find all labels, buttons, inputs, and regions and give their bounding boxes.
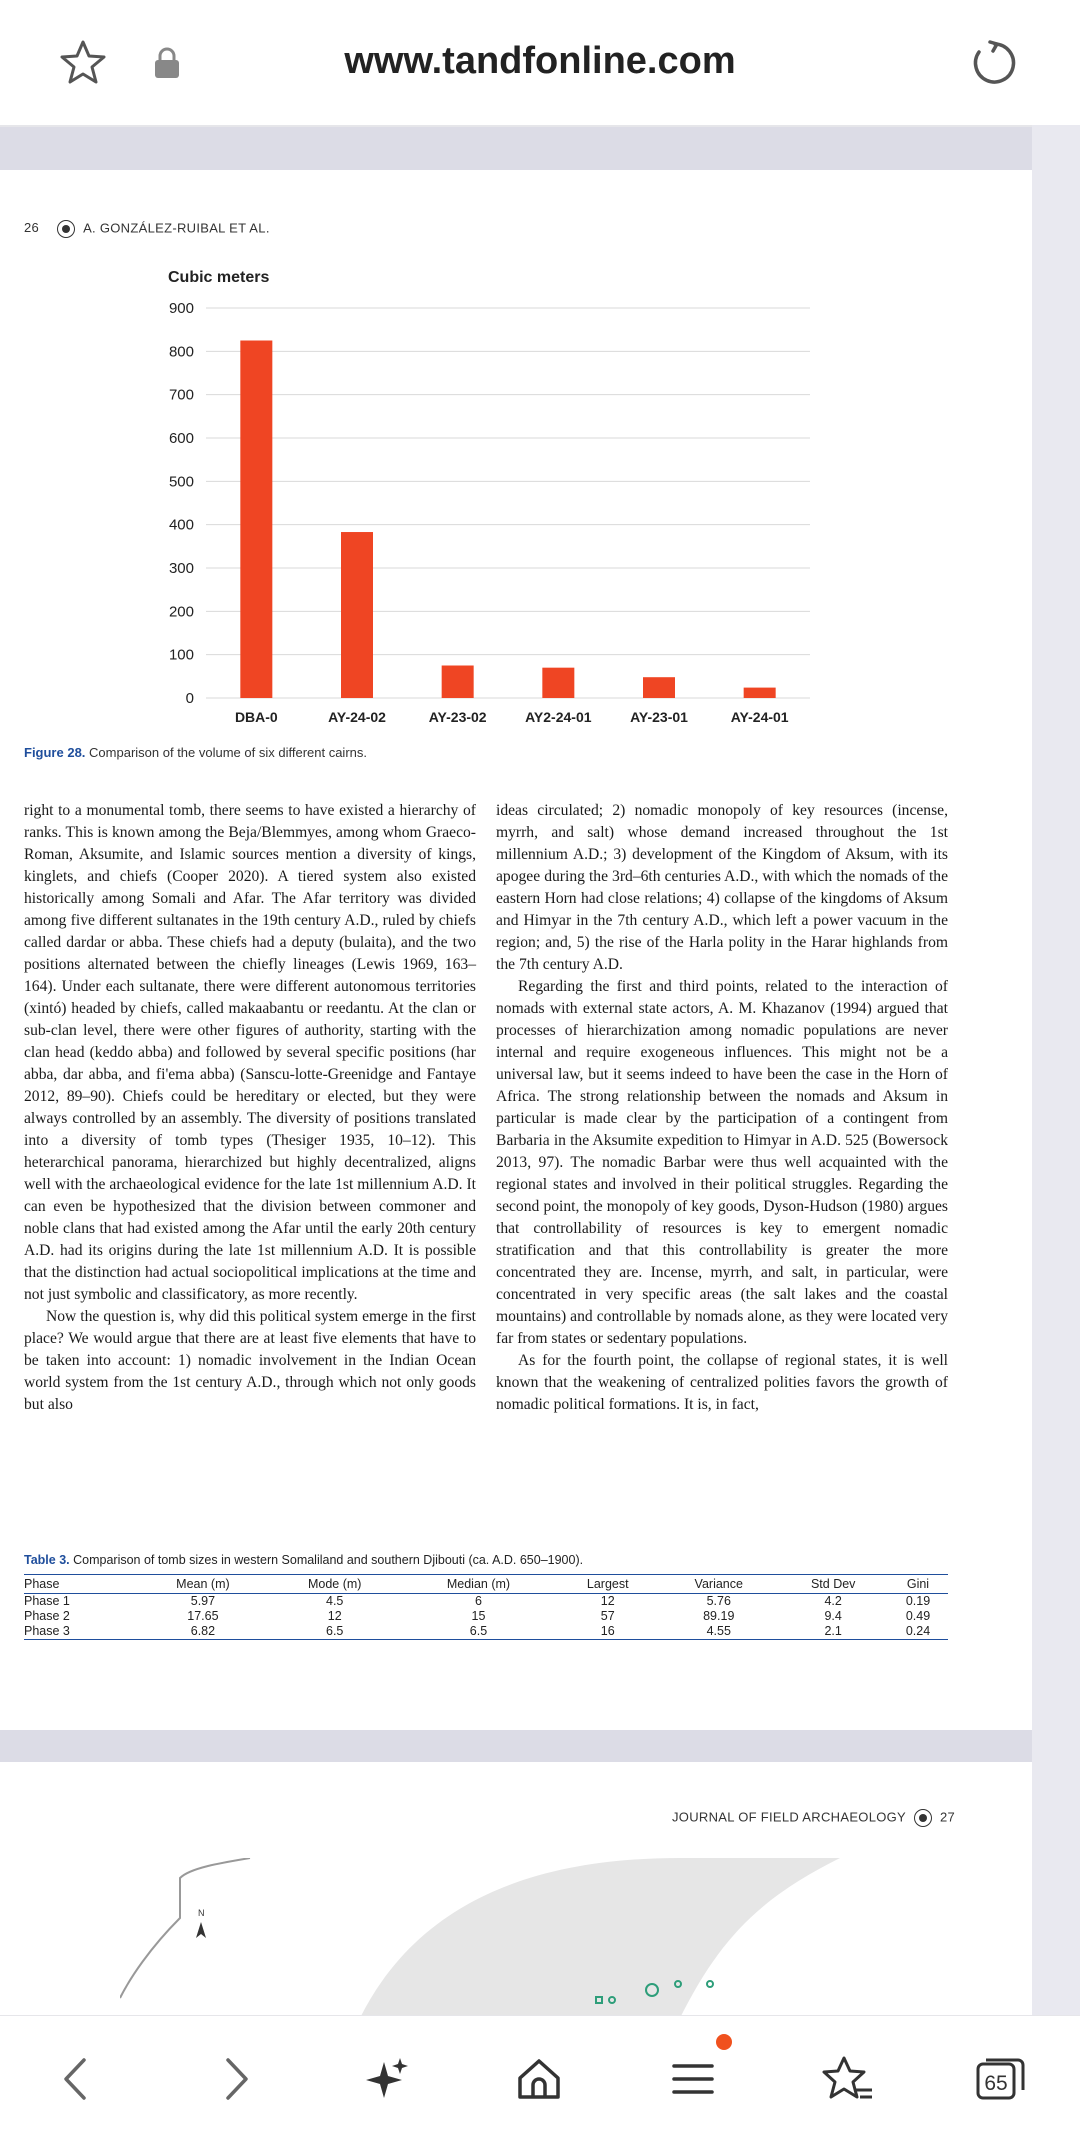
browser-bottom-bar (0, 2015, 1080, 2141)
table-cell: 16 (556, 1624, 659, 1640)
text-column-right (496, 800, 948, 1416)
table-cell: 6.5 (401, 1624, 557, 1640)
table-header: Phase (24, 1575, 137, 1594)
paragraph: As for the fourth point, the collapse of regional states, it is well known that the weakening of centralized polities favors the growth of nomadic political formations. It is, in fact, (496, 1352, 948, 1413)
map-svg (120, 1858, 880, 2018)
scrollbar[interactable] (1032, 125, 1080, 2015)
table-cell: 15 (471, 1609, 486, 1623)
reload-icon[interactable] (970, 38, 1020, 93)
tomb-size-table (24, 1574, 948, 1640)
x-tick-label: DBA-0 (234, 709, 278, 725)
table-header: Variance (659, 1575, 778, 1594)
browser-top-bar (0, 0, 1080, 127)
table-cell: 5.97 (190, 1594, 216, 1608)
chart-svg (140, 262, 840, 742)
y-tick-label: 800 (168, 343, 194, 361)
bar (542, 668, 574, 698)
running-head-journal (672, 1809, 955, 1827)
running-head-authors: A. GONZÁLEZ-RUIBAL ET AL. (83, 220, 270, 236)
table-header: Gini (888, 1575, 948, 1594)
x-tick-label: AY2-24-01 (525, 709, 592, 725)
back-icon[interactable] (56, 2054, 96, 2109)
journal-title: JOURNAL OF FIELD ARCHAEOLOGY (672, 1809, 907, 1825)
x-tick-label: AY-23-02 (428, 709, 487, 725)
table-cell: 4.5 (326, 1594, 344, 1608)
home-icon[interactable] (514, 2054, 564, 2109)
table-cell: 5.76 (706, 1594, 731, 1608)
publisher-logo-icon (914, 1809, 932, 1827)
table-cell: 4.2 (824, 1594, 842, 1608)
paragraph: right to a monumental tomb, there seems to have existed a hierarchy of ranks. This is known among the Beja/Blemmyes, among whom Graeco-Roman, Aksumite, and Islamic sources mention a diversity of kings, kinglets, and chiefs (Cooper 2020). A tiered system also existed historically among Somali and Afar. The Afar territory was divided among five different sultanates in the 19th century A.D., ruled by chiefs called dardar or abba. These chiefs had a deputy (bulaita), and the two positions alternated between the chiefly lineages (Lewis 1969, 163–164). Under each sultanate, there were different autonomous territories (xintó) headed by chiefs, called makaabantu or reedantu. At the clan or sub-clan level, there were other figures of authority, starting with the clan head (keddo abba) and followed by several specific positions (har abba, dar abba, and fi'ema abba) (Sanscu-lotte-Greenidge and Fantaye 2012, 89–90). Chiefs could be hereditary or elected, but they were always controlled by an assembly. The diversity of positions translated into a diversity of tomb types (Thesiger 1935, 10–12). This heterarchical panorama, hierarchized but highly decentralized, aligns well with the archaeological evidence for the late 1st millennium A.D. It can even be hypothesized that the division between commoner and noble clans that had existed among the Afar until the early 20th century A.D. had its origins during the late 1st millennium A.D. It is possible that the distinction had actual sociopolitical implications at the time and not just symbolic and classificatory, as more recently. (24, 802, 476, 1303)
x-tick-label: AY-24-01 (730, 709, 789, 725)
table-cell: 9.4 (824, 1609, 842, 1623)
table-cell: Phase 3 (24, 1624, 137, 1640)
notification-badge (716, 2034, 732, 2050)
y-tick-label: 600 (168, 430, 194, 447)
menu-icon[interactable] (668, 2054, 718, 2109)
page-number: 27 (940, 1809, 956, 1825)
tabs-icon[interactable] (974, 2054, 1028, 2109)
table-cell: 6.82 (137, 1624, 269, 1640)
figure-label: Figure 28. (24, 745, 86, 760)
y-tick-label: 500 (168, 473, 194, 491)
x-tick-label: AY-23-01 (630, 709, 688, 725)
bar (643, 677, 675, 698)
table-cell: 89.19 (703, 1609, 735, 1623)
table-cell: 0.24 (888, 1624, 948, 1640)
address-bar-url[interactable]: www.tandfonline.com (344, 40, 736, 82)
y-tick-label: 300 (168, 560, 194, 577)
bar (341, 532, 373, 698)
table-cell: 0.19 (905, 1594, 931, 1608)
table-header: Std Dev (778, 1575, 888, 1594)
table-cell: Phase 1 (24, 1594, 70, 1608)
y-tick-label: 200 (168, 603, 194, 621)
bar-chart (140, 262, 840, 742)
table-row (24, 1624, 948, 1640)
paragraph: Regarding the first and third points, related to the interaction of nomads with external state actors, A. M. Khazanov (1994) argued that processes of hierarchization among nomadic populations are never internal and require exogeneous influences. This might not be a universal law, but it seems indeed to have been the case in the Horn of Africa. The strong relationship between the nomads and Aksum in particular is made clear by the participation of a contingent from Barbaria in the Aksumite expedition to Himyar in A.D. 525 (Bowersock 2013, 97). The nomadic Barbar were thus well acquainted with the regional states and involved in their political struggles. Regarding the second point, the monopoly of key goods, Dyson-Hudson (1980) argues that controllability of resources is key to emergent nomadic stratification and that this controllability is greater the more concentrated they are. Incense, myrrh, and salt, in particular, were concentrated in very specific areas (the salt lakes and the coastal mountains) and controllable by nomads alone, as they were located very far from states or sedentary populations. (496, 978, 948, 1347)
table-row (24, 1594, 948, 1610)
table-header: Largest (556, 1575, 659, 1594)
y-tick-label: 0 (185, 690, 194, 707)
y-tick-label: 700 (168, 386, 194, 404)
page-number: 26 (24, 220, 40, 236)
paragraph: Now the question is, why did this political system emerge in the first place? We would argue that there are at least five elements that have to be taken into account: 1) nomadic involvement in the Indian Ocean world system from the 1st century A.D., through which not only goods but also (24, 1308, 476, 1413)
sparkle-icon[interactable] (362, 2054, 412, 2109)
table-cell: 4.55 (659, 1624, 778, 1640)
y-tick-label: 900 (168, 300, 194, 317)
table-label: Table 3. (24, 1553, 70, 1567)
table-cell: 0.49 (905, 1609, 931, 1623)
forward-icon[interactable] (216, 2054, 256, 2109)
table-cell: 12 (327, 1609, 342, 1623)
table-cell: 17.65 (187, 1609, 219, 1623)
table-cell: Phase 2 (24, 1609, 70, 1623)
figure-caption (24, 745, 367, 760)
table-cell: 12 (600, 1594, 615, 1608)
table-header: Median (m) (401, 1575, 557, 1594)
bar (240, 341, 272, 699)
table-cell: 2.1 (778, 1624, 888, 1640)
x-tick-label: AY-24-02 (328, 709, 386, 725)
table-cell: 6.5 (269, 1624, 401, 1640)
table-cell: 6 (475, 1594, 482, 1608)
bar (442, 666, 474, 699)
figure-caption-text: Comparison of the volume of six different cairns. (89, 745, 367, 760)
publisher-logo-icon (57, 220, 75, 238)
tabs-count: 65 (984, 2072, 1008, 2095)
running-head (24, 220, 270, 238)
text-column-left (24, 800, 476, 1416)
y-tick-label: 100 (168, 646, 194, 664)
y-tick-label: 400 (168, 516, 194, 534)
table-header: Mode (m) (269, 1575, 401, 1594)
bar (744, 688, 776, 698)
table-cell: 57 (600, 1609, 615, 1623)
north-label: N (198, 1908, 205, 1918)
north-arrow-icon (196, 1908, 206, 1938)
table-row (24, 1609, 948, 1624)
paragraph: ideas circulated; 2) nomadic monopoly of key resources (incense, myrrh, and salt) whose demand increased throughout the 1st millennium A.D.; 3) development of the Kingdom of Aksum, with its apogee during the 3rd–6th centuries A.D., with which the nomads of the eastern Horn had close relations; 4) collapse of the kingdoms of Aksum and Himyar in the 7th century A.D., which left a power vacuum in the region; and, 5) the rise of the Harla polity in the Harar highlands from the 7th century A.D. (496, 802, 948, 973)
table-caption (24, 1553, 583, 1567)
map-figure (120, 1858, 880, 2018)
y-axis-label: Cubic meters (168, 269, 270, 286)
favorites-icon[interactable] (820, 2054, 876, 2109)
table-title: Comparison of tomb sizes in western Somaliland and southern Djibouti (ca. A.D. 650–1900). (73, 1553, 584, 1567)
table-header: Mean (m) (137, 1575, 269, 1594)
